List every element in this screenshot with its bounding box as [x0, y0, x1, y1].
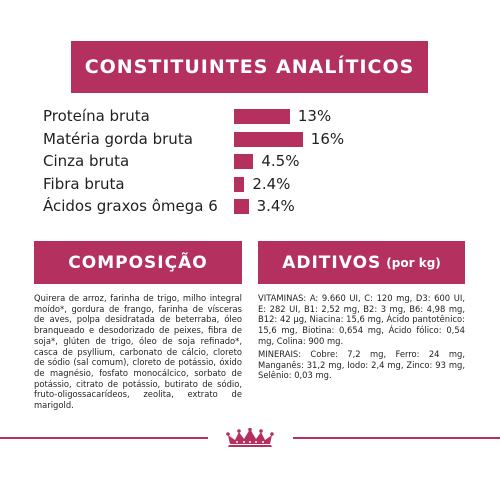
aditivos-minerais-text: MINERAIS: Cobre: 7,2 mg, Ferro: 24 mg, Manganês: 31,2 mg, Iodo: 2,4 mg, Zinco: 93 mg, Selênio: 0,03 mg.	[258, 349, 465, 381]
nutrient-value: 3.4%	[256, 197, 295, 215]
footer-line-left	[0, 437, 208, 439]
nutrient-bar	[234, 132, 303, 147]
nutrient-label: Matéria gorda bruta	[43, 129, 193, 148]
nutrient-label: Cinza bruta	[43, 152, 130, 170]
aditivos-title-banner	[258, 241, 465, 284]
nutrient-value: 4.5%	[261, 152, 300, 170]
nutrient-bar	[234, 199, 249, 214]
analiticos-bars	[0, 0, 500, 230]
nutrient-bar	[234, 177, 244, 192]
composicao-title: COMPOSIÇÃO	[68, 252, 208, 273]
nutrient-value: 13%	[297, 107, 332, 125]
aditivos-vitaminas-text: VITAMINAS: A: 9.660 UI, C: 120 mg, D3: 600 UI, E: 282 UI, B1: 2,52 mg, B2: 3 mg, B6: 4,98 mg, B12: 42 µg, Niacina: 15,6 mg, Ácido pantotênico: 15,6 mg, Biotina: 0,654 mg, Ácido fólico: 0,54 mg, Colina: 900 mg.	[258, 293, 465, 346]
nutrient-value: 16%	[310, 129, 345, 148]
nutrient-label: Ácidos graxos ômega 6	[43, 197, 218, 215]
nutrient-bar	[234, 109, 290, 124]
nutrient-label: Proteína bruta	[43, 107, 150, 125]
nutrient-bar	[234, 154, 253, 169]
footer-line-right	[293, 437, 500, 439]
composicao-text: Quirera de arroz, farinha de trigo, milho integral moído*, gordura de frango, farinha de vísceras de aves, polpa desidratada de beterraba, óleo branqueado e desodorizado de peixes, fibra de soja*, glúten de trigo, óleo de soja refinado*, casca de psyllium, carbonato de cálcio, cloreto de sódio (sal comum), cloreto de potássio, óxido de magnésio, fosfato monocálcico, sorbato de potássio, citrato de potássio, butirato de sódio, fruto-oligossacarídeos, zeolita, extrato de marigold.	[34, 293, 242, 411]
composicao-title-banner	[34, 241, 242, 284]
nutrient-value: 2.4%	[252, 174, 291, 193]
aditivos-title: ADITIVOS	[282, 252, 382, 273]
nutrient-label: Fibra bruta	[43, 174, 125, 193]
aditivos-unit: (por kg)	[386, 255, 441, 270]
crown-logo-icon	[217, 428, 283, 448]
analiticos-title: CONSTITUINTES ANALÍTICOS	[84, 56, 415, 78]
